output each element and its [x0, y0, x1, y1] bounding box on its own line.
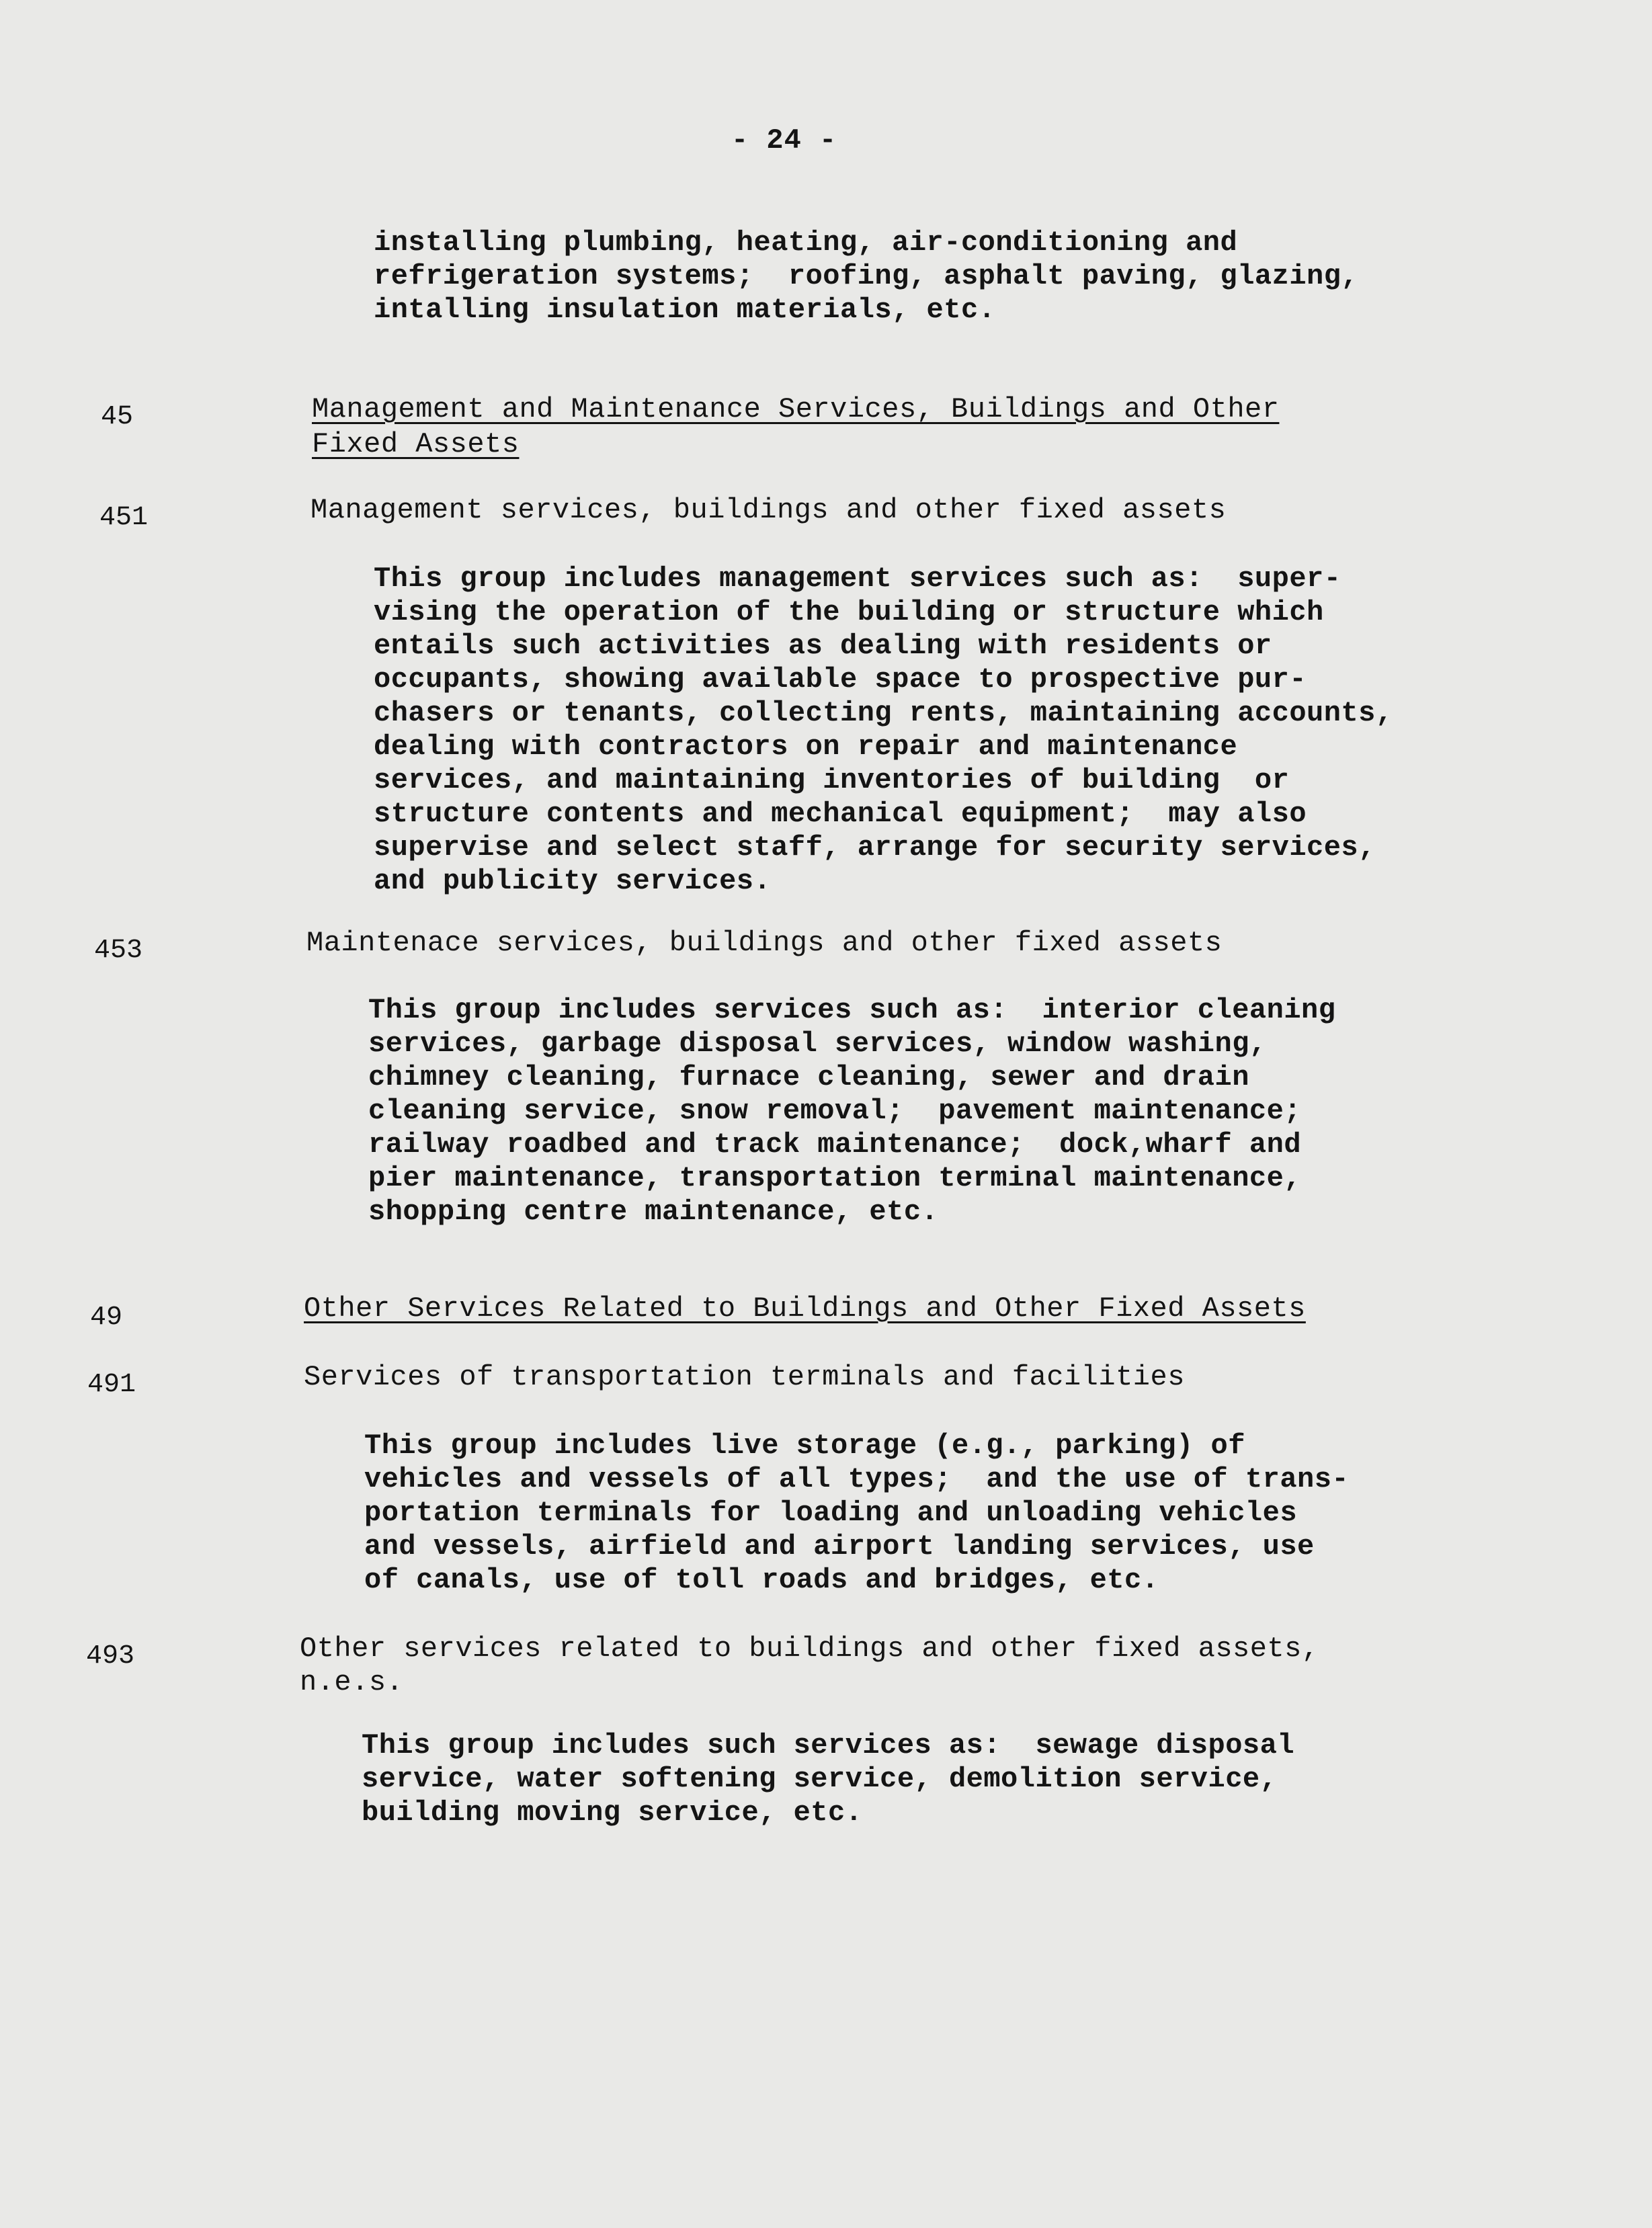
group-body-line: building moving service, etc.	[362, 1797, 863, 1829]
group-body-line: vehicles and vessels of all types; and the use of trans-	[364, 1463, 1350, 1495]
intro-line: intalling insulation materials, etc.	[374, 294, 996, 326]
group-heading: Management services, buildings and other fixed assets	[311, 494, 1227, 526]
section-code: 49	[90, 1303, 123, 1333]
group-body-line: portation terminals for loading and unloading vehicles	[364, 1497, 1298, 1529]
group-body-line: service, water softening service, demolition service,	[362, 1763, 1278, 1795]
group-body-line: railway roadbed and track maintenance; dock,wharf and	[368, 1128, 1302, 1161]
group-code: 451	[99, 503, 149, 533]
group-body-line: entails such activities as dealing with residents or	[374, 630, 1272, 662]
group-body-line: and vessels, airfield and airport landing services, use	[364, 1530, 1315, 1563]
group-body-line: services, and maintaining inventories of building or	[374, 764, 1290, 796]
intro-line: refrigeration systems; roofing, asphalt paving, glazing,	[374, 260, 1359, 292]
group-heading: n.e.s.	[300, 1666, 404, 1698]
group-body-line: chimney cleaning, furnace cleaning, sewer and drain	[368, 1061, 1249, 1094]
section-code: 45	[101, 402, 134, 432]
intro-line: installing plumbing, heating, air-conditioning and	[374, 226, 1238, 259]
group-heading: Services of transportation terminals and facilities	[304, 1361, 1185, 1393]
group-heading: Other services related to buildings and other fixed assets,	[300, 1633, 1319, 1665]
group-body-line: cleaning service, snow removal; pavement maintenance;	[368, 1095, 1302, 1127]
group-body-line: services, garbage disposal services, window washing,	[368, 1028, 1267, 1060]
group-heading: Maintenace services, buildings and other fixed assets	[306, 927, 1223, 959]
group-code: 453	[94, 936, 143, 966]
group-body-line: and publicity services.	[374, 865, 772, 897]
group-body-line: structure contents and mechanical equipment; may also	[374, 798, 1307, 830]
group-body-line: dealing with contractors on repair and maintenance	[374, 731, 1238, 763]
section-title: Fixed Assets	[312, 428, 520, 460]
group-body-line: This group includes live storage (e.g., parking) of	[364, 1430, 1245, 1462]
group-body-line: vising the operation of the building or structure which	[374, 596, 1324, 628]
group-code: 491	[87, 1370, 136, 1400]
section-title: Management and Maintenance Services, Buildings and Other	[312, 393, 1280, 425]
group-body-line: occupants, showing available space to prospective pur-	[374, 663, 1307, 696]
page-number: - 24 -	[731, 124, 837, 157]
group-body-line: of canals, use of toll roads and bridges, etc.	[364, 1564, 1159, 1596]
group-body-line: This group includes services such as: interior cleaning	[368, 994, 1336, 1026]
group-code: 493	[86, 1641, 135, 1672]
group-body-line: supervise and select staff, arrange for security services,	[374, 831, 1376, 864]
group-body-line: chasers or tenants, collecting rents, maintaining accounts,	[374, 697, 1393, 729]
section-title: Other Services Related to Buildings and Other Fixed Assets	[304, 1292, 1306, 1325]
group-body-line: This group includes such services as: sewage disposal	[362, 1729, 1295, 1762]
group-body-line: pier maintenance, transportation terminal maintenance,	[368, 1162, 1302, 1194]
group-body-line: This group includes management services such as: super-	[374, 563, 1341, 595]
group-body-line: shopping centre maintenance, etc.	[368, 1196, 939, 1228]
bleed-through-text	[780, 74, 1457, 104]
